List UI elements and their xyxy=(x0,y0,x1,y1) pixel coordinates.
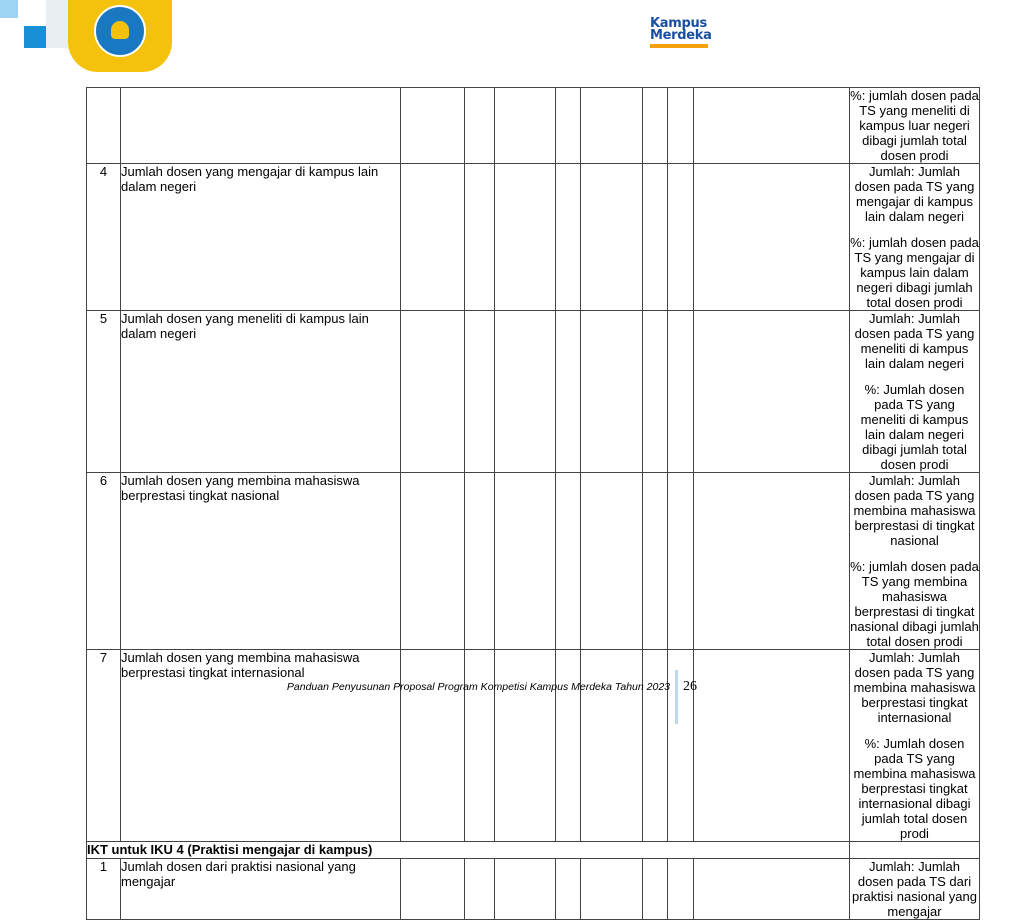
table-row xyxy=(87,650,980,842)
footer-text: Panduan Penyusunan Proposal Program Kompetisi Kampus Merdeka Tahun 2023 xyxy=(286,681,670,693)
decor-square-white xyxy=(24,0,46,26)
note-cell xyxy=(850,473,980,650)
note-jumlah: Jumlah: Jumlah dosen pada TS yang membina mahasiswa berprestasi di tingkat nasional xyxy=(853,473,976,548)
decor-square-light xyxy=(0,0,18,18)
row-number: 6 xyxy=(87,473,121,650)
row-number: 7 xyxy=(87,650,121,842)
note-percent: %: Jumlah dosen pada TS yang meneliti di kampus lain dalam negeri dibagi jumlah total dosen prodi xyxy=(860,382,969,472)
section-title: IKT untuk IKU 4 (Praktisi mengajar di kampus) xyxy=(87,842,850,859)
note-cell xyxy=(850,650,980,842)
table-row xyxy=(87,311,980,473)
row-number: 5 xyxy=(87,311,121,473)
decor-square-blue xyxy=(24,26,46,48)
note-jumlah: Jumlah: Jumlah dosen pada TS yang mengajar di kampus lain dalam negeri xyxy=(854,164,975,224)
note-jumlah: Jumlah: Jumlah dosen pada TS dari praktisi nasional yang mengajar xyxy=(851,859,978,919)
logo-tagline-bar xyxy=(650,44,708,48)
row-description: Jumlah dosen yang membina mahasiswa berprestasi tingkat nasional xyxy=(121,473,401,650)
logo-line-2: Merdeka xyxy=(650,28,712,43)
page-number: 26 xyxy=(683,679,697,694)
ikt-table xyxy=(86,87,980,920)
table-row xyxy=(87,164,980,311)
row-description: Jumlah dosen yang membina mahasiswa berprestasi tingkat internasional xyxy=(121,650,401,842)
row-description: Jumlah dosen yang mengajar di kampus lain dalam negeri xyxy=(121,164,401,311)
row-number: 1 xyxy=(87,859,121,920)
note-percent: %: jumlah dosen pada TS yang mengajar di kampus lain dalam negeri dibagi jumlah total dosen prodi xyxy=(850,235,979,310)
row-number: 4 xyxy=(87,164,121,311)
note-jumlah: Jumlah: Jumlah dosen pada TS yang membina mahasiswa berprestasi tingkat internasional xyxy=(853,650,976,725)
decor-square-grey xyxy=(46,0,68,48)
table-row xyxy=(87,473,980,650)
row-description: Jumlah dosen yang meneliti di kampus lain dalam negeri xyxy=(121,311,401,473)
table-row xyxy=(87,88,980,164)
note-cell: %: jumlah dosen pada TS yang meneliti di kampus luar negeri dibagi jumlah total dosen prodi xyxy=(850,88,979,163)
logo-line-1: Kampus xyxy=(650,16,707,31)
kampus-merdeka-logo xyxy=(650,18,714,48)
kemendikbud-emblem-icon xyxy=(94,5,146,57)
note-percent: %: jumlah dosen pada TS yang membina mahasiswa berprestasi di tingkat nasional dibagi jumlah total dosen prodi xyxy=(850,559,979,649)
row-description: Jumlah dosen dari praktisi nasional yang mengajar xyxy=(121,859,401,920)
note-cell xyxy=(850,311,980,473)
section-row xyxy=(87,842,980,859)
note-jumlah: Jumlah: Jumlah dosen pada TS yang meneliti di kampus lain dalam negeri xyxy=(854,311,975,371)
note-percent: %: Jumlah dosen pada TS yang membina mahasiswa berprestasi tingkat internasional dibagi jumlah total dosen prodi xyxy=(853,736,976,841)
note-cell xyxy=(850,859,980,920)
table-row xyxy=(87,859,980,920)
note-cell xyxy=(850,164,980,311)
footer-divider xyxy=(675,670,678,724)
